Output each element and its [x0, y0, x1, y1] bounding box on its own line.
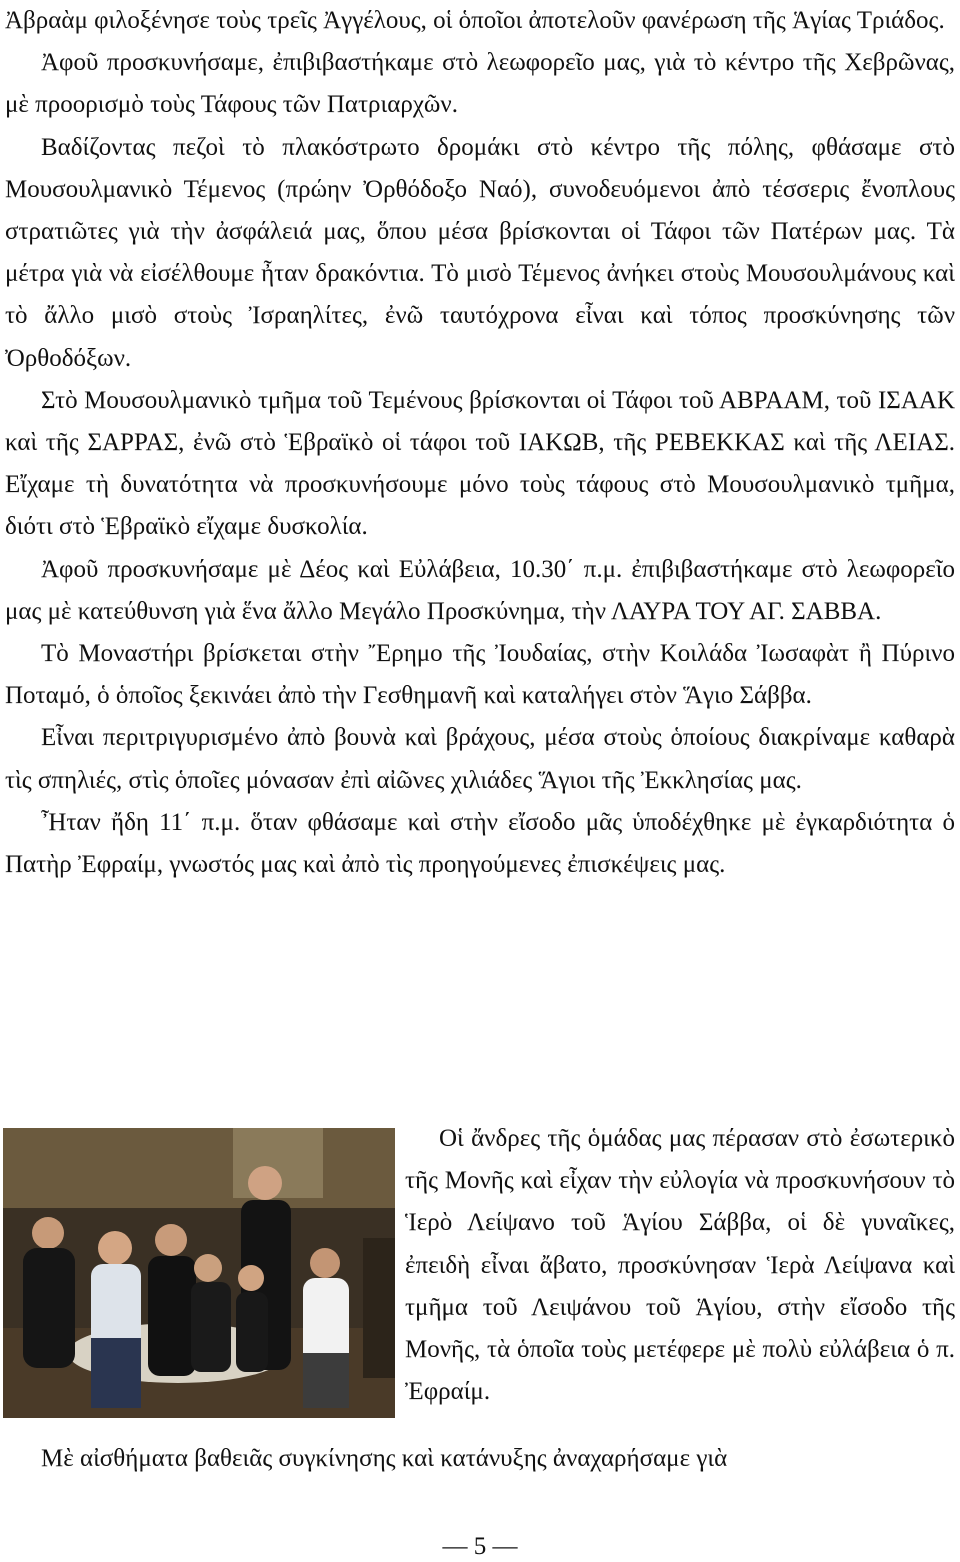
paragraph-4: Στὸ Μουσουλμανικὸ τμῆμα τοῦ Τεμένους βρίσκονται οἱ Τάφοι τοῦ ΑΒΡΑΑΜ, τοῦ ΙΣΑΑΚ καὶ τῆς ΣΑΡΡΑΣ, ἐνῶ στὸ Ἑβραϊκὸ οἱ τάφοι τοῦ ΙΑΚΩΒ, τῆς ΡΕΒΕΚΚΑΣ καὶ τῆς ΛΕΙΑΣ. Εἴχαμε τὴ δυνατότητα νὰ προσκυνήσουμε μόνο τοὺς τάφους στὸ Μουσουλμανικὸ τμῆμα, διότι στὸ Ἑβραϊκὸ εἴχαμε δυσκολία.: [5, 386, 955, 541]
side-paragraph: Οἱ ἄνδρες τῆς ὁμάδας μας πέρασαν στὸ ἐσωτερικὸ τῆς Μονῆς καὶ εἶχαν τὴν εὐλογία νὰ προσκυνήσουν τὸ Ἱερὸ Λείψανο τοῦ Ἁγίου Σάββα, οἱ δὲ γυναῖκες, ἐπειδὴ εἶναι ἄβατο, προσκύνησαν Ἱερὰ Λείψανα καὶ τμῆμα τοῦ Λειψάνου τοῦ Ἁγίου, στὴν εἴσοδο τῆς Μονῆς, τὰ ὁποῖα τοὺς μετέφερε μὲ πολὺ εὐλάβεια ὁ π. Ἐφραίμ.: [405, 1125, 955, 1406]
paragraph-2: Ἀφοῦ προσκυνήσαμε, ἐπιβιβαστήκαμε στὸ λεωφορεῖο μας, γιὰ τὸ κέντρο τῆς Χεβρῶνας, μὲ προορισμὸ τοὺς Τάφους τῶν Πατριαρχῶν.: [5, 49, 955, 119]
group-photo: [3, 1128, 395, 1418]
paragraph-8: Ἦταν ἤδη 11΄ π.μ. ὅταν φθάσαμε καὶ στὴν εἴσοδο μᾶς ὑποδέχθηκε μὲ ἐγκαρδιότητα ὁ Πατὴρ Ἐφραίμ, γνωστός μας καὶ ἀπὸ τὶς προηγούμενες ἐπισκέψεις μας.: [5, 808, 955, 879]
paragraph-1: Ἀβραὰμ φιλοξένησε τοὺς τρεῖς Ἀγγέλους, οἱ ὁποῖοι ἀποτελοῦν φανέρωση τῆς Ἁγίας Τριάδος.: [5, 7, 945, 34]
page-number: — 5 —: [442, 1533, 518, 1560]
group-photo-illustration: [3, 1128, 395, 1418]
paragraph-7: Εἶναι περιτριγυρισμένο ἀπὸ βουνὰ καὶ βράχους, μέσα στοὺς ὁποίους διακρίναμε καθαρὰ τὶς σπηλιές, στὶς ὁποῖες μόνασαν ἐπὶ αἰῶνες χιλιάδες Ἅγιοι τῆς Ἐκκλησίας μας.: [5, 724, 955, 794]
main-text: [5, 0, 955, 886]
paragraph-3: Βαδίζοντας πεζοὶ τὸ πλακόστρωτο δρομάκι στὸ κέντρο τῆς πόλης, φθάσαμε στὸ Μουσουλμανικὸ Τέμενος (πρώην Ὀρθόδοξο Ναό), συνοδευόμενοι ἀπὸ τέσσερις ἔνοπλους στρατιῶτες γιὰ τὴν ἀσφάλειά μας, ὅπου μέσα βρίσκονται οἱ Τάφοι τῶν Πατέρων μας. Τὰ μέτρα γιὰ νὰ εἰσέλθουμε ἦταν δρακόντια. Τὸ μισὸ Τέμενος ἀνήκει στοὺς Μουσουλμάνους καὶ τὸ ἄλλο μισὸ στοὺς Ἰσραηλίτες, ἐνῶ ταυτόχρονα εἶναι καὶ τόπος προσκύνησης τῶν Ὀρθοδόξων.: [5, 133, 955, 372]
paragraph-5: Ἀφοῦ προσκυνήσαμε μὲ Δέος καὶ Εὐλάβεια, 10.30΄ π.μ. ἐπιβιβαστήκαμε στὸ λεωφορεῖο μας μὲ κατεύθυνση γιὰ ἕνα ἄλλο Μεγάλο Προσκύνημα, τὴν ΛΑΥΡΑ ΤΟΥ ΑΓ. ΣΑΒΒΑ.: [5, 555, 955, 625]
continuation-text: [5, 1438, 955, 1480]
paragraph-6: Τὸ Μοναστήρι βρίσκεται στὴν Ἔρημο τῆς Ἰουδαίας, στὴν Κοιλάδα Ἰωσαφὰτ ἢ Πύρινο Ποταμό, ὁ ὁποῖος ξεκινάει ἀπὸ τὴν Γεσθημανῆ καὶ καταλήγει στὸν Ἅγιο Σάββα.: [5, 640, 955, 710]
bottom-paragraph: Μὲ αἰσθήματα βαθειᾶς συγκίνησης καὶ κατάνυξης ἀναχαρήσαμε γιὰ: [41, 1445, 728, 1472]
side-text: [405, 1118, 955, 1413]
